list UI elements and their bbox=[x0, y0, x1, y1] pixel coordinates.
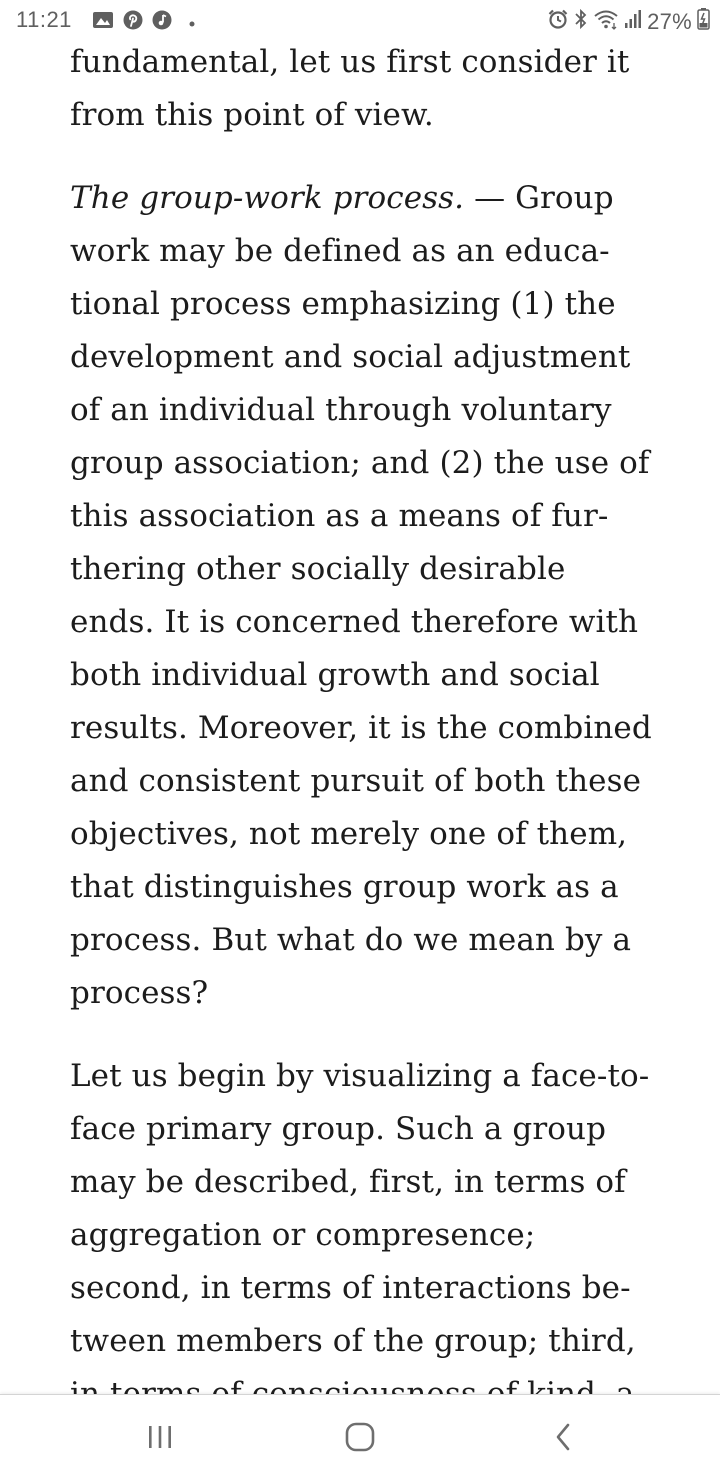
text-line: tional process emphasizing (1) the bbox=[70, 286, 616, 322]
text-line: Let us begin by visualizing a face-to- bbox=[70, 1058, 650, 1094]
text-line: process. But what do we mean by a bbox=[70, 922, 632, 958]
signal-icon bbox=[624, 8, 642, 35]
bluetooth-icon bbox=[574, 8, 588, 35]
text-line-rest: — Group bbox=[464, 180, 614, 216]
text-line: group association; and (2) the use of bbox=[70, 445, 650, 481]
text-line: both individual growth and social bbox=[70, 657, 600, 693]
recents-button[interactable] bbox=[130, 1417, 190, 1461]
pinterest-icon bbox=[123, 10, 143, 35]
system-icons bbox=[547, 7, 710, 36]
text-line: fundamental, let us first consider it bbox=[70, 44, 630, 80]
text-line: may be described, first, in terms of bbox=[70, 1164, 626, 1200]
text-line: aggregation or compresence; bbox=[70, 1217, 536, 1253]
paragraph-2 bbox=[70, 172, 660, 1020]
recents-icon bbox=[145, 1424, 175, 1454]
section-heading: The group-work process. bbox=[70, 180, 465, 216]
home-button[interactable] bbox=[330, 1417, 390, 1461]
text-line: process? bbox=[70, 975, 209, 1011]
back-button[interactable] bbox=[533, 1417, 593, 1461]
wifi-icon bbox=[593, 8, 619, 35]
text-line: second, in terms of interactions be- bbox=[70, 1270, 631, 1306]
navigation-bar bbox=[0, 1394, 720, 1480]
media-icon bbox=[152, 10, 172, 35]
text-line: this association as a means of fur- bbox=[70, 498, 609, 534]
paragraph-3 bbox=[70, 1050, 660, 1421]
text-line: and consistent pursuit of both these bbox=[70, 763, 642, 799]
status-bar bbox=[0, 0, 720, 42]
text-line: results. Moreover, it is the combined bbox=[70, 710, 652, 746]
text-line: tween members of the group; third, bbox=[70, 1323, 636, 1359]
battery-icon bbox=[697, 7, 710, 36]
text-line: development and social adjustment bbox=[70, 339, 631, 375]
text-line: of an individual through voluntary bbox=[70, 392, 612, 428]
status-time: 11:21 bbox=[16, 7, 72, 32]
dot-icon bbox=[189, 14, 195, 32]
notification-icons bbox=[92, 10, 195, 35]
back-icon bbox=[553, 1422, 573, 1456]
text-line: ends. It is concerned therefore with bbox=[70, 604, 639, 640]
home-icon bbox=[344, 1421, 376, 1457]
gallery-icon bbox=[92, 10, 114, 35]
text-line: thering other socially desirable bbox=[70, 551, 566, 587]
text-line: from this point of view. bbox=[70, 97, 434, 133]
alarm-icon bbox=[547, 8, 569, 35]
battery-percentage: 27% bbox=[647, 8, 692, 34]
text-line: objectives, not merely one of them, bbox=[70, 816, 628, 852]
text-line: that distinguishes group work as a bbox=[70, 869, 619, 905]
text-line: work may be defined as an educa- bbox=[70, 233, 610, 269]
paragraph-1 bbox=[70, 36, 660, 142]
text-line: face primary group. Such a group bbox=[70, 1111, 607, 1147]
reader-content[interactable] bbox=[70, 36, 660, 1421]
text-line bbox=[70, 172, 660, 225]
